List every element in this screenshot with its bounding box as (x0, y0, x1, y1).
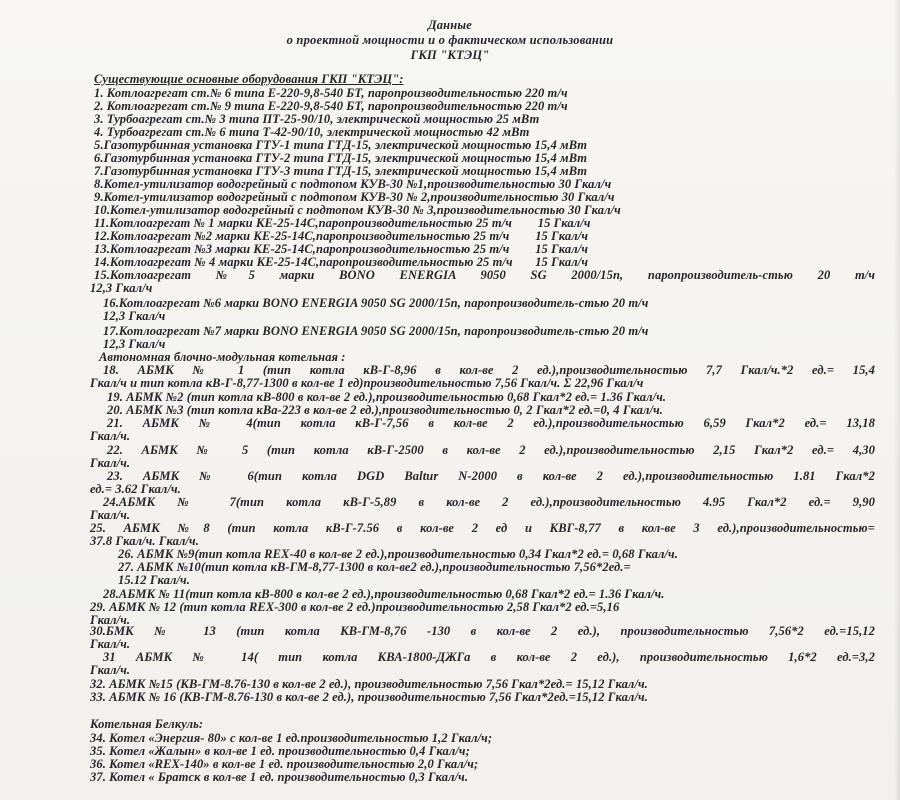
list-item: 9.Котел-утилизатор водогрейный с подтопом КУВ-30 № 2,производительностью 30 Гкал/ч (94, 190, 615, 204)
scan-edge-shadow (894, 0, 900, 800)
section-heading-belkul: Котельная Белкуль: (90, 717, 204, 731)
belkul-item: 34. Котел «Энергия- 80» с кол-ве 1 ед.производительностью 1,2 Гкал/ч; (90, 731, 493, 745)
abmk-item-18-line-1: 18. АБМК № 1 (тип котла кВ-Г-8,96 в кол-ве 2 ед.),производительностью 7,7 Гкал/ч.*2 ед.= 15,4 (103, 363, 875, 377)
abmk-item-20: 20. АБМК №3 (тип котла кВа-223 в кол-ве 2 ед.),производительностью 0, 2 Гкал*2 ед.=0, 4 Гкал/ч. (107, 403, 663, 417)
abmk-item-30-line-1: 30.БМК № 13 (тип котла КВ-ГМ-8,76 -130 в кол-ве 2 ед.), производительностью 7,56*2 ед.=15,12 (90, 624, 875, 638)
abmk-item-31-line-2: Гкал/ч. (90, 663, 131, 677)
abmk-item-25-line-1: 25. АБМК №8 (тип котла кВ-Г-7.56 в кол-ве 2 ед и КВГ-8,77 в кол-ве 3 ед.),производительностью= (90, 521, 875, 535)
abmk-item-32: 32. АБМК №15 (КВ-ГМ-8.76-130 в кол-ве 2 ед.), производительностью 7,56 Гкал*2ед.= 15,12 Гкал/ч. (90, 677, 648, 691)
abmk-item-21-line-1: 21. АБМК № 4(тип котла кВ-Г-7,56 в кол-ве 2 ед.),производительностью 6,59 Гкал*2 ед.= 13,18 (107, 416, 875, 430)
abmk-item-25-line-2: 37.8 Гкал/ч. Гкал/ч. (90, 534, 199, 548)
abmk-item-24-line-1: 24.АБМК № 7(тип котла кВ-Г-5,89 в кол-ве 2 ед.),производительностью 4.95 Гкал*2 ед.= 9,90 (103, 495, 875, 509)
abmk-item-29-line-2: Гкал/ч. (90, 613, 131, 627)
belkul-item: 36. Котел «REX-140» в кол-ве 1 ед. производительностью 2,0 Гкал/ч; (90, 757, 479, 771)
list-item: 2. Котлоагрегат ст.№ 9 типа Е-220-9,8-540 БТ, паропроизводительностью 220 т/ч (94, 99, 568, 113)
list-item: 7.Газотурбинная установка ГТУ-3 типа ГТД-15, электрической мощностью 15,4 мВт (94, 164, 588, 178)
list-item: 3. Турбоагрегат ст.№ 3 типа ПТ-25-90/10, электрической мощностью 25 мВт (94, 112, 540, 126)
list-item: 14.Котлоагрегат № 4 марки КЕ-25-14С,паропроизводительностью 25 т/ч 15 Гкал/ч (94, 255, 588, 269)
abmk-item-27-line-2: 15.12 Гкал/ч. (118, 573, 190, 587)
list-item-16-line-1: 16.Котлоагрегат №6 марки BONO ENERGIA 9050 SG 2000/15п, паропроизводитель-стью 20 т/ч (103, 296, 649, 310)
doc-header-line-3: ГКП "КТЭЦ" (410, 48, 490, 62)
abmk-item-22-line-1: 22. АБМК № 5 (тип котла кВ-Г-2500 в кол-ве 2 ед.),производительностью 2,15 Гкал*2 ед.= 4,30 (107, 443, 875, 457)
abmk-item-18-line-2: Гкал/ч и тип котла кВ-Г-8,77-1300 в кол-ве 1 ед)производительностью 7,56 Гкал/ч. Σ 22,96 Гкал/ч (90, 376, 644, 390)
list-item: 6.Газотурбинная установка ГТУ-2 типа ГТД-15, электрической мощностью 15,4 мВт (94, 151, 588, 165)
list-item: 4. Турбоагрегат ст.№ 6 типа Т-42-90/10, электрической мощностью 42 мВт (94, 125, 530, 139)
abmk-item-33: 33. АБМК № 16 (КВ-ГМ-8.76-130 в кол-ве 2 ед.), производительностью 7,56 Гкал*2ед.=15,12 Гкал/ч. (90, 690, 648, 704)
list-item: 11.Котлоагрегат № 1 марки КЕ-25-14С,паропроизводительностью 25 т/ч 15 Гкал/ч (94, 216, 591, 230)
list-item-17-line-2: 12,3 Гкал/ч (103, 337, 166, 351)
abmk-item-30-line-2: Гкал/ч. (90, 637, 131, 651)
abmk-item-22-line-2: Гкал/ч. (90, 456, 131, 470)
list-item: 12.Котлоагрегат №2 марки КЕ-25-14С,паропроизводительностью 25 т/ч 15 Гкал/ч (94, 229, 588, 243)
list-item-16-line-2: 12,3 Гкал/ч (103, 309, 166, 323)
abmk-item-19: 19. АБМК №2 (тип котла кВ-800 в кол-ве 2 ед.),производительностью 0,68 Гкал*2 ед.= 1.36 Гкал/ч. (107, 390, 667, 404)
abmk-item-31-line-1: 31 АБМК № 14( тип котла КВА-1800-ДЖГа в кол-ве 2 ед.), производительностью 1,6*2 ед.=3,2 (103, 650, 875, 664)
belkul-item: 37. Котел « Братск в кол-ве 1 ед. производительностью 0,3 Гкал/ч. (90, 770, 469, 784)
abmk-item-21-line-2: Гкал/ч. (90, 429, 131, 443)
doc-header-line-2: о проектной мощности и о фактическом использовании (286, 33, 614, 47)
abmk-item-28: 28.АБМК № 11(тип котла кВ-800 в кол-ве 2 ед.),производительностью 0,68 Гкал*2 ед.= 1.36 Гкал/ч. (103, 587, 665, 601)
abmk-item-23-line-2: ед.= 3.62 Гкал/ч. (90, 482, 181, 496)
list-item: 5.Газотурбинная установка ГТУ-1 типа ГТД-15, электрической мощностью 15,4 мВт (94, 138, 588, 152)
list-item-15-line-1: 15.Котлоагрегат №5 марки BONO ENERGIA 9050 SG 2000/15п, паропроизводитель-стью 20 т/ч (94, 268, 875, 282)
abmk-item-27-line-1: 27. АБМК №10(тип котла кВ-ГМ-8,77-1300 в кол-ве2 ед.),производительностью 7,56*2ед.= (118, 560, 631, 574)
abmk-item-26: 26. АБМК №9(тип котла REX-40 в кол-ве 2 ед.),производительностью 0,34 Гкал*2 ед.= 0,68 Гкал/ч. (118, 547, 678, 561)
list-item-17-line-1: 17.Котлоагрегат №7 марки BONO ENERGIA 9050 SG 2000/15п, паропроизводитель-стью 20 т/ч (103, 324, 649, 338)
list-item: 10.Котел-утилизатор водогрейный с подтопом КУВ-30 № 3,производительностью 30 Гкал/ч (94, 203, 621, 217)
abmk-item-29-line-1: 29. АБМК № 12 (тип котла REX-300 в кол-ве 2 ед.)производительностью 2,58 Гкал*2 ед.=5,16 (90, 600, 620, 614)
doc-header-line-1: Данные (427, 18, 473, 32)
list-item: 8.Котел-утилизатор водогрейный с подтопом КУВ-30 №1,производительностью 30 Гкал/ч (94, 177, 612, 191)
abmk-item-23-line-1: 23. АБМК № 6(тип котла DGD Baltur N-2000 в кол-ве 2 ед.),производительностью 1.81 Гкал*2 (107, 469, 875, 483)
belkul-item: 35. Котел «Жалын» в кол-ве 1 ед. производительностью 0,4 Гкал/ч; (90, 744, 470, 758)
abmk-item-24-line-2: Гкал/ч. (90, 508, 131, 522)
section-heading-abmk: Автономная блочно-модульная котельная : (99, 350, 346, 364)
list-item: 13.Котлоагрегат №3 марки КЕ-25-14С,паропроизводительностью 25 т/ч 15 Гкал/ч (94, 242, 588, 256)
list-item-15-line-2: 12,3 Гкал/ч (90, 281, 153, 295)
section-heading-main-equipment: Существующие основные оборудования ГКП "КТЭЦ": (94, 72, 404, 86)
list-item: 1. Котлоагрегат ст.№ 6 типа Е-220-9,8-540 БТ, паропроизводительностью 220 т/ч (94, 86, 568, 100)
